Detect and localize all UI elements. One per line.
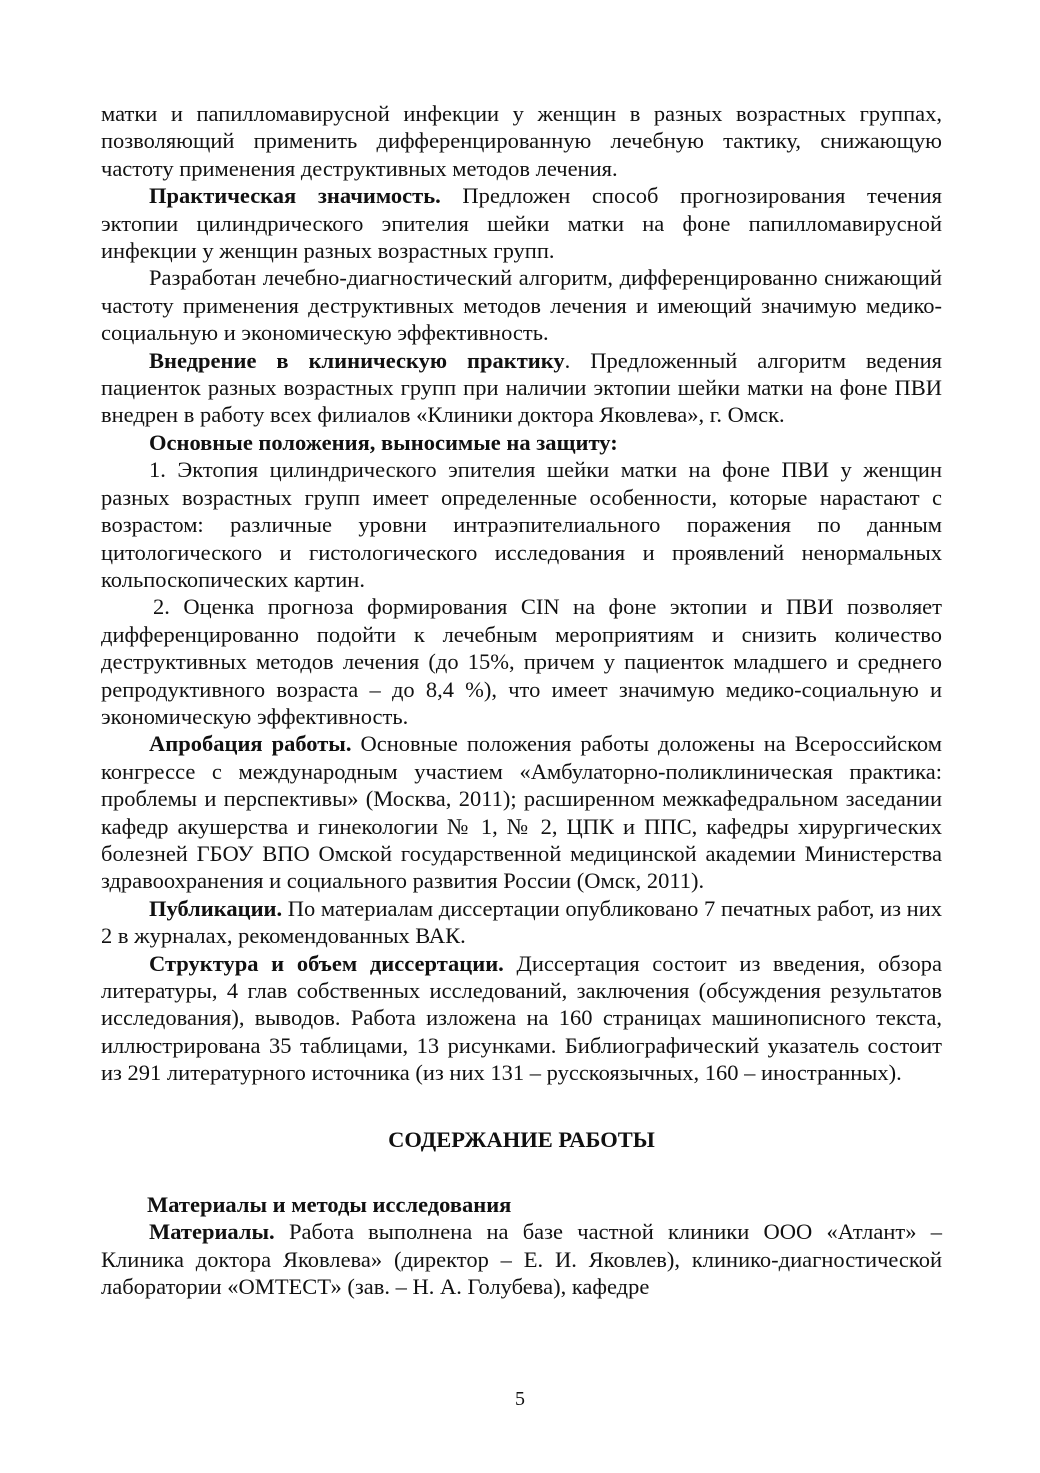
spacer bbox=[101, 1153, 942, 1191]
paragraph-text: матки и папилломавирусной инфекции у женщин в разных возрастных группах, позволяющий применить дифференцированную лечебную тактику, снижающую частоту применения деструктивных методов лечения. bbox=[101, 101, 942, 181]
paragraph-text: . Предложенный алгоритм ведения пациенток разных возрастных групп при наличии эктопии шейки матки на фоне ПВИ внедрен в работу всех филиалов «Клиники доктора Яковлева», г. Омск. bbox=[101, 347, 942, 428]
paragraph-provision-2 bbox=[101, 593, 942, 730]
paragraph-lead: Внедрение в клиническую практику bbox=[149, 347, 565, 373]
paragraph-publications bbox=[101, 895, 942, 950]
paragraph-lead: Основные положения, выносимые на защиту: bbox=[149, 429, 618, 455]
paragraph-clinical-implementation bbox=[101, 347, 942, 429]
paragraph-text: По материалам диссертации опубликовано 7 печатных работ, из них 2 в журналах, рекомендованных ВАК. bbox=[101, 895, 942, 949]
paragraph-algorithm bbox=[101, 264, 942, 346]
page-number: 5 bbox=[515, 1388, 525, 1410]
paragraph-provision-1 bbox=[101, 456, 942, 593]
paragraph-text: Диссертация состоит из введения, обзора литературы, 4 глав собственных исследований, заключения (обсуждения результатов исследования), выводов. Работа изложена на 160 страницах машинописного текста, иллюстрирована 35 таблицами, 13 рисунками. Библиографический указатель состоит из 291 литературного источника (из них 131 – русскоязычных, 160 – иностранных). bbox=[101, 950, 942, 1086]
paragraph-approbation bbox=[101, 730, 942, 894]
spacer bbox=[101, 1087, 942, 1126]
paragraph-text: Разработан лечебно-диагностический алгоритм, дифференцированно снижающий частоту применения деструктивных методов лечения и имеющий значимую медико-социальную и экономическую эффективность. bbox=[101, 265, 942, 346]
paragraph-lead: Публикации. bbox=[149, 895, 283, 921]
document-page bbox=[101, 100, 942, 1301]
section-heading: СОДЕРЖАНИЕ РАБОТЫ bbox=[388, 1126, 655, 1152]
paragraph-text: 1. Эктопия цилиндрического эпителия шейки матки на фоне ПВИ у женщин разных возрастных групп имеет определенные особенности, которые нарастают с возрастом: различные уровни интраэпителиального поражения по данным цитологического и гистологического исследования и проявлений ненормальных кольпоскопических картин. bbox=[101, 457, 942, 592]
paragraph-lead: Апробация работы. bbox=[149, 731, 352, 757]
paragraph-text: Работа выполнена на базе частной клиники ООО «Атлант» – Клиника доктора Яковлева» (директор – Е. И. Яковлев), клинико-диагностической лаборатории «ОМТЕСТ» (зав. – Н. А. Голубева), кафедре bbox=[101, 1219, 942, 1300]
subsection-heading: Материалы и методы исследования bbox=[147, 1192, 512, 1218]
paragraph-lead: Материалы. bbox=[149, 1219, 275, 1245]
paragraph-practical-significance bbox=[101, 182, 942, 264]
paragraph-lead: Структура и объем диссертации. bbox=[149, 950, 504, 976]
paragraph-lead: Практическая значимость. bbox=[149, 183, 441, 209]
paragraph-defense-provisions-title bbox=[101, 429, 942, 456]
paragraph-materials bbox=[101, 1218, 942, 1300]
paragraph-structure bbox=[101, 950, 942, 1087]
paragraph-scientific-novelty-end bbox=[101, 100, 942, 182]
paragraph-text: Предложен способ прогнозирования течения эктопии цилиндрического эпителия шейки матки на фоне папилломавирусной инфекции у женщин разных возрастных групп. bbox=[101, 183, 942, 264]
paragraph-text: Основные положения работы доложены на Всероссийском конгрессе с международным участием «Амбулаторно-поликлиническая практика: проблемы и перспективы» (Москва, 2011); расширенном межкафедральном заседании кафедр акушерства и гинекологии № 1, № 2, ЦПК и ППС, кафедры хирургических болезней ГБОУ ВПО Омской государственной медицинской академии Министерства здравоохранения и социального развития России (Омск, 2011). bbox=[101, 731, 942, 894]
paragraph-text: 2. Оценка прогноза формирования CIN на фоне эктопии и ПВИ позволяет дифференцированно подойти к лечебным мероприятиям и снизить количество деструктивных методов лечения (до 15%, причем у пациенток младшего и среднего репродуктивного возраста – до 8,4 %), что имеет значимую медико-социальную и экономическую эффективность. bbox=[101, 594, 942, 729]
